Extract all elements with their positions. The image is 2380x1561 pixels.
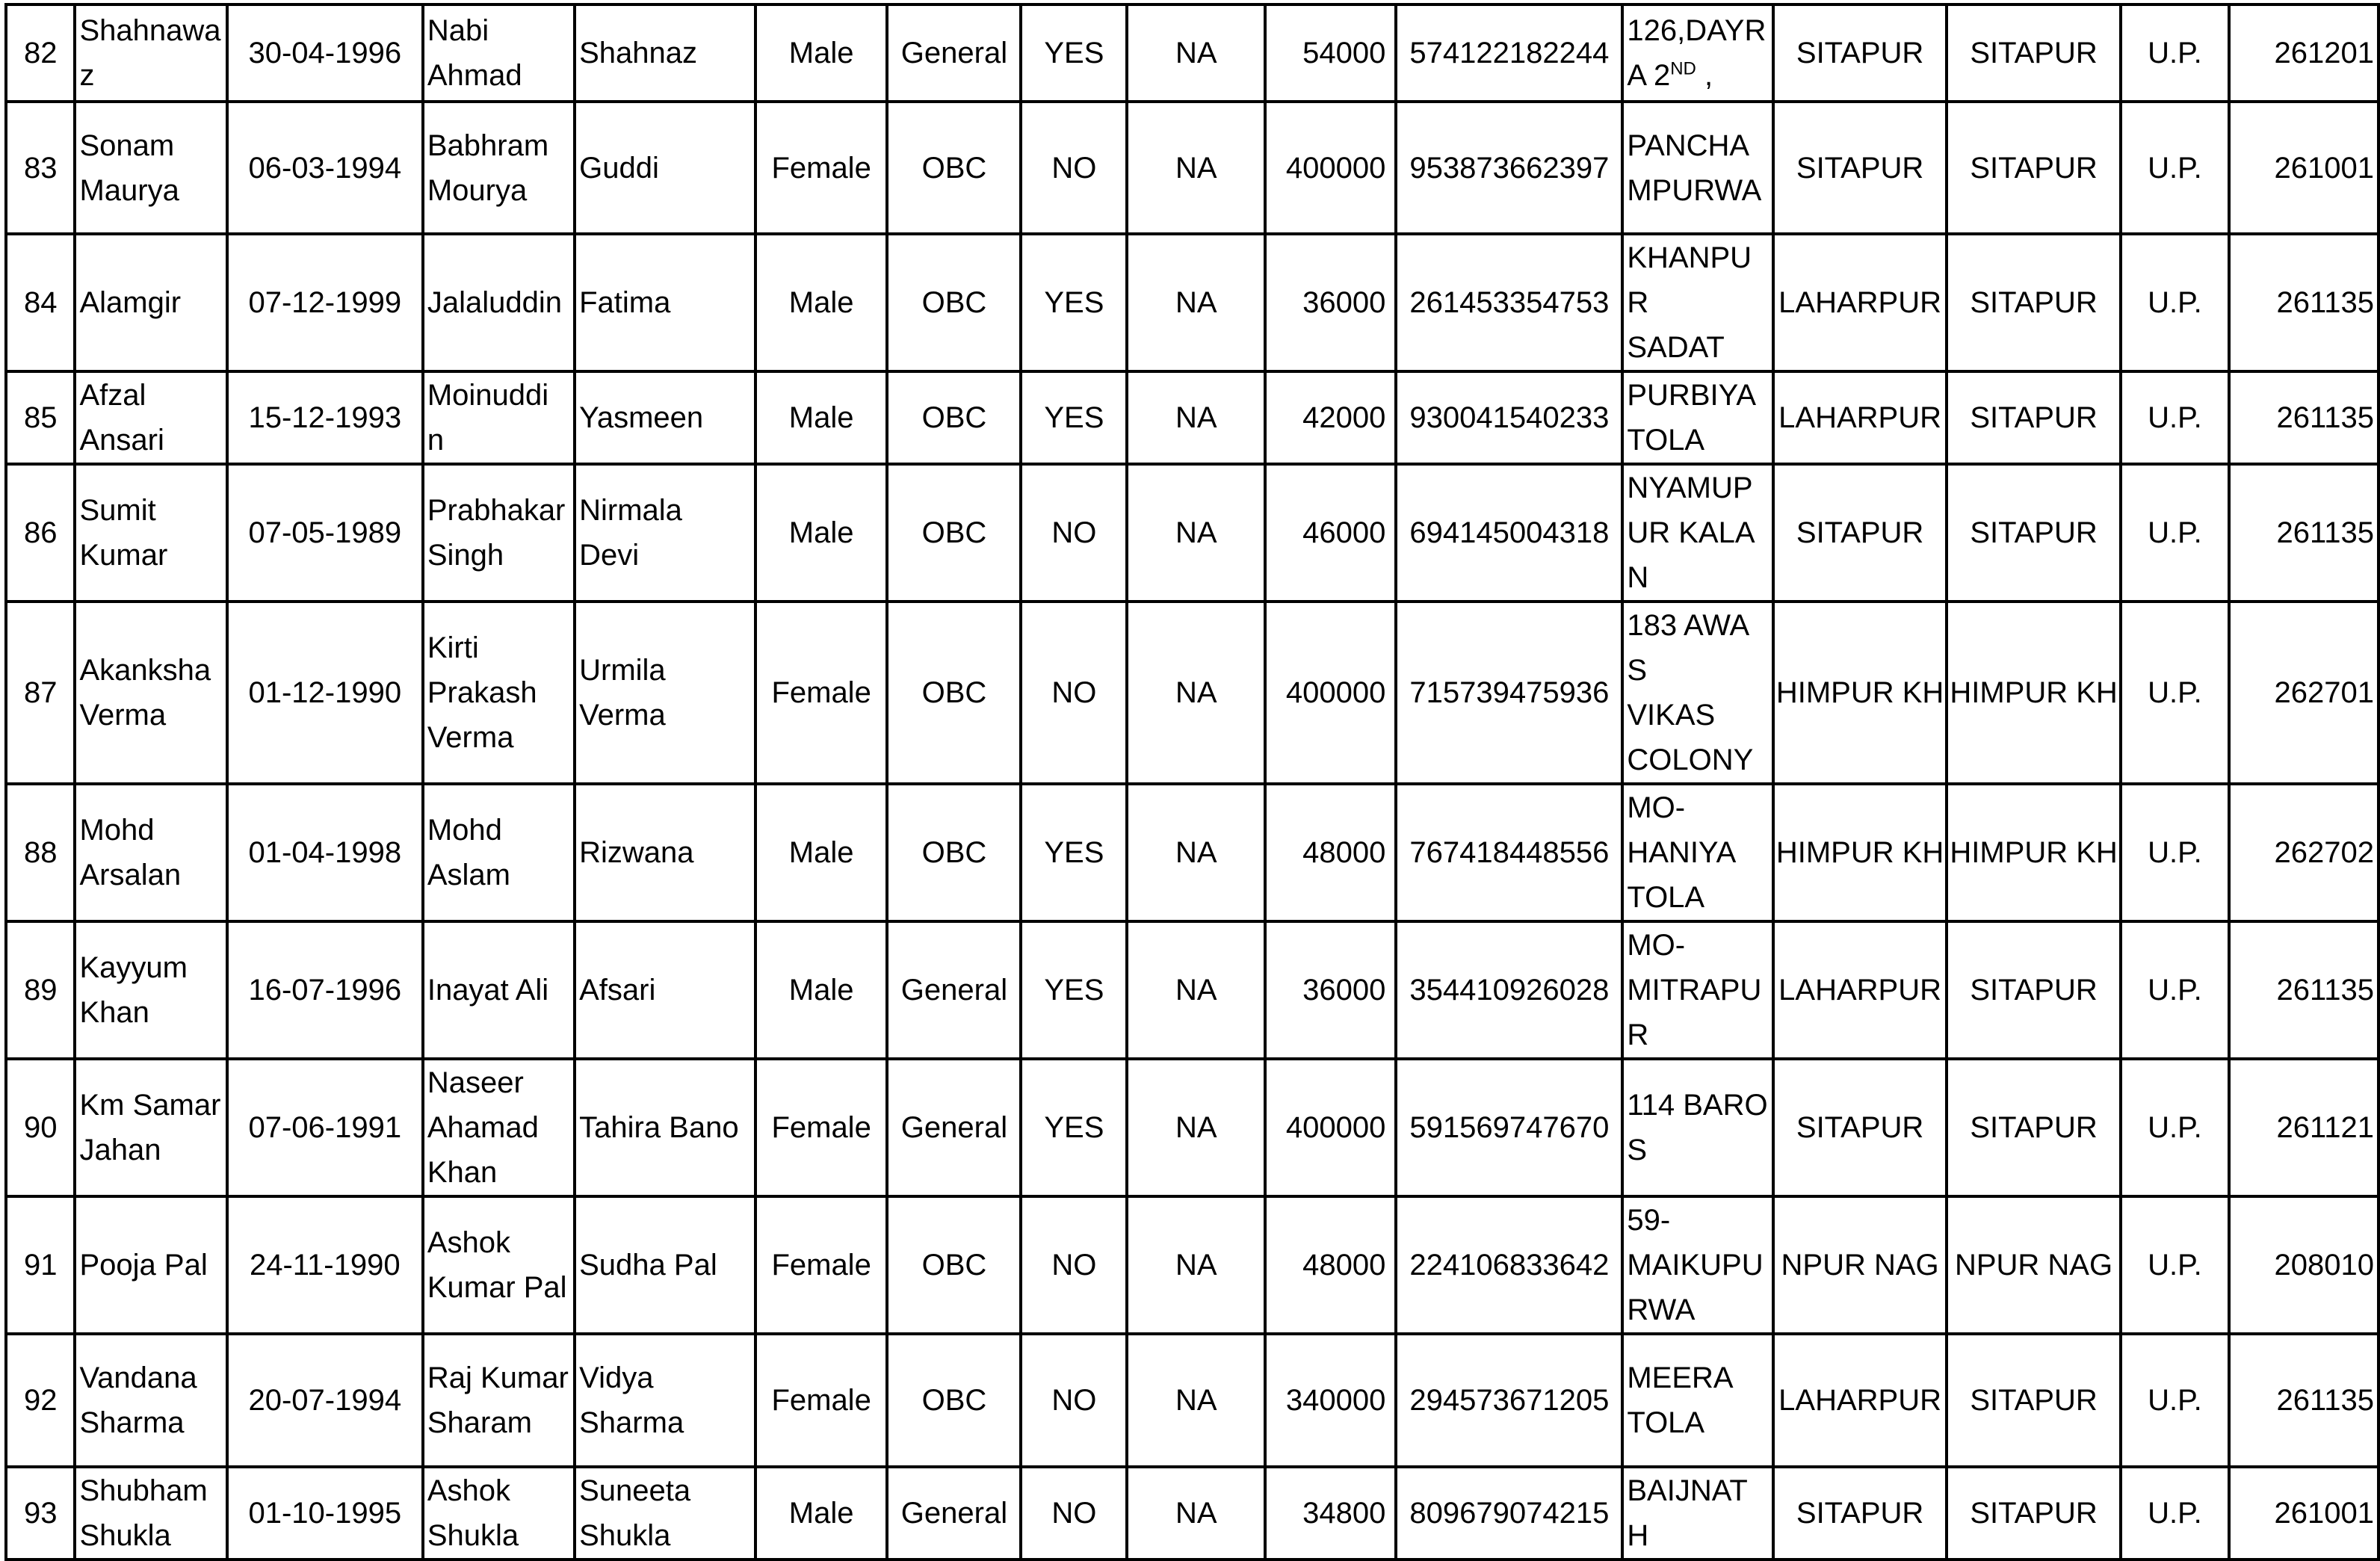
category-cell: OBC xyxy=(887,464,1021,602)
father-name-cell: Ashok Shukla xyxy=(423,1467,575,1560)
tehsil-cell: NPUR NAG xyxy=(1773,1196,1947,1334)
mother-name-cell: Sudha Pal xyxy=(575,1196,755,1334)
mother-name-cell: Afsari xyxy=(575,921,755,1059)
income-cell: 36000 xyxy=(1265,921,1396,1059)
district-cell: SITAPUR xyxy=(1947,1059,2120,1196)
state-cell: U.P. xyxy=(2121,1334,2229,1467)
disability-cell: NA xyxy=(1127,102,1265,234)
dob-cell: 01-12-1990 xyxy=(227,602,423,784)
table-row xyxy=(6,1467,2379,1560)
disability-cell: NA xyxy=(1127,4,1265,102)
aadhaar-cell: 715739475936 xyxy=(1396,602,1622,784)
address-cell: 183 AWAS VIKAS COLONY xyxy=(1622,602,1773,784)
serial-number-cell: 83 xyxy=(6,102,75,234)
dob-cell: 15-12-1993 xyxy=(227,371,423,464)
category-cell: OBC xyxy=(887,234,1021,371)
table-row xyxy=(6,1059,2379,1196)
gender-cell: Male xyxy=(755,1467,888,1560)
mother-name-cell: Suneeta Shukla xyxy=(575,1467,755,1560)
table-row xyxy=(6,371,2379,464)
district-cell: SITAPUR xyxy=(1947,234,2120,371)
table-row xyxy=(6,784,2379,921)
dob-cell: 06-03-1994 xyxy=(227,102,423,234)
table-row xyxy=(6,921,2379,1059)
income-cell: 42000 xyxy=(1265,371,1396,464)
category-cell: General xyxy=(887,1467,1021,1560)
serial-number-cell: 89 xyxy=(6,921,75,1059)
dob-cell: 07-05-1989 xyxy=(227,464,423,602)
serial-number-cell: 93 xyxy=(6,1467,75,1560)
income-cell: 400000 xyxy=(1265,102,1396,234)
district-cell: HIMPUR KH xyxy=(1947,784,2120,921)
tehsil-cell: LAHARPUR xyxy=(1773,1334,1947,1467)
name-cell: Vandana Sharma xyxy=(75,1334,226,1467)
address-cell: PURBIYA TOLA xyxy=(1622,371,1773,464)
gender-cell: Male xyxy=(755,921,888,1059)
income-cell: 34800 xyxy=(1265,1467,1396,1560)
pin-cell: 261001 xyxy=(2229,1467,2379,1560)
pin-cell: 261135 xyxy=(2229,921,2379,1059)
mother-name-cell: Vidya Sharma xyxy=(575,1334,755,1467)
state-cell: U.P. xyxy=(2121,921,2229,1059)
name-cell: Kayyum Khan xyxy=(75,921,226,1059)
gender-cell: Female xyxy=(755,102,888,234)
name-cell: Mohd Arsalan xyxy=(75,784,226,921)
name-cell: Akanksha Verma xyxy=(75,602,226,784)
gender-cell: Male xyxy=(755,234,888,371)
gender-cell: Female xyxy=(755,602,888,784)
disability-cell: NA xyxy=(1127,784,1265,921)
income-cell: 48000 xyxy=(1265,784,1396,921)
gender-cell: Female xyxy=(755,1059,888,1196)
pin-cell: 262701 xyxy=(2229,602,2379,784)
mother-name-cell: Rizwana xyxy=(575,784,755,921)
address-cell: BAIJNATH xyxy=(1622,1467,1773,1560)
minority-cell: YES xyxy=(1021,921,1127,1059)
name-cell: Sonam Maurya xyxy=(75,102,226,234)
name-cell: Shubham Shukla xyxy=(75,1467,226,1560)
district-cell: SITAPUR xyxy=(1947,371,2120,464)
table-row xyxy=(6,234,2379,371)
district-cell: SITAPUR xyxy=(1947,4,2120,102)
gender-cell: Male xyxy=(755,464,888,602)
district-cell: NPUR NAG xyxy=(1947,1196,2120,1334)
mother-name-cell: Yasmeen xyxy=(575,371,755,464)
tehsil-cell: SITAPUR xyxy=(1773,464,1947,602)
income-cell: 36000 xyxy=(1265,234,1396,371)
income-cell: 400000 xyxy=(1265,602,1396,784)
minority-cell: YES xyxy=(1021,4,1127,102)
state-cell: U.P. xyxy=(2121,1467,2229,1560)
district-cell: HIMPUR KH xyxy=(1947,602,2120,784)
minority-cell: NO xyxy=(1021,102,1127,234)
category-cell: General xyxy=(887,4,1021,102)
father-name-cell: Moinuddi n xyxy=(423,371,575,464)
state-cell: U.P. xyxy=(2121,1059,2229,1196)
minority-cell: NO xyxy=(1021,602,1127,784)
tehsil-cell: LAHARPUR xyxy=(1773,371,1947,464)
disability-cell: NA xyxy=(1127,371,1265,464)
address-cell: MO- HANIYA TOLA xyxy=(1622,784,1773,921)
category-cell: OBC xyxy=(887,371,1021,464)
father-name-cell: Inayat Ali xyxy=(423,921,575,1059)
minority-cell: NO xyxy=(1021,464,1127,602)
pin-cell: 261121 xyxy=(2229,1059,2379,1196)
name-cell: Pooja Pal xyxy=(75,1196,226,1334)
disability-cell: NA xyxy=(1127,1059,1265,1196)
district-cell: SITAPUR xyxy=(1947,102,2120,234)
address-cell: MO- MITRAPU R xyxy=(1622,921,1773,1059)
father-name-cell: Naseer Ahamad Khan xyxy=(423,1059,575,1196)
name-cell: Afzal Ansari xyxy=(75,371,226,464)
gender-cell: Female xyxy=(755,1334,888,1467)
state-cell: U.P. xyxy=(2121,4,2229,102)
name-cell: Sumit Kumar xyxy=(75,464,226,602)
mother-name-cell: Fatima xyxy=(575,234,755,371)
category-cell: General xyxy=(887,921,1021,1059)
address-cell: 126,DAYR A 2ND , xyxy=(1622,4,1773,102)
tehsil-cell: LAHARPUR xyxy=(1773,921,1947,1059)
dob-cell: 01-10-1995 xyxy=(227,1467,423,1560)
minority-cell: YES xyxy=(1021,784,1127,921)
aadhaar-cell: 809679074215 xyxy=(1396,1467,1622,1560)
address-cell: 114 BAROS xyxy=(1622,1059,1773,1196)
serial-number-cell: 90 xyxy=(6,1059,75,1196)
tehsil-cell: SITAPUR xyxy=(1773,1467,1947,1560)
gender-cell: Male xyxy=(755,371,888,464)
tehsil-cell: SITAPUR xyxy=(1773,1059,1947,1196)
pin-cell: 261135 xyxy=(2229,1334,2379,1467)
disability-cell: NA xyxy=(1127,464,1265,602)
pin-cell: 261201 xyxy=(2229,4,2379,102)
aadhaar-cell: 224106833642 xyxy=(1396,1196,1622,1334)
name-cell: Shahnawa z xyxy=(75,4,226,102)
serial-number-cell: 82 xyxy=(6,4,75,102)
aadhaar-cell: 767418448556 xyxy=(1396,784,1622,921)
gender-cell: Male xyxy=(755,784,888,921)
address-cell: NYAMUP UR KALAN xyxy=(1622,464,1773,602)
income-cell: 340000 xyxy=(1265,1334,1396,1467)
records-table xyxy=(4,3,2380,1561)
dob-cell: 20-07-1994 xyxy=(227,1334,423,1467)
aadhaar-cell: 953873662397 xyxy=(1396,102,1622,234)
serial-number-cell: 87 xyxy=(6,602,75,784)
category-cell: General xyxy=(887,1059,1021,1196)
table-row xyxy=(6,102,2379,234)
pin-cell: 261001 xyxy=(2229,102,2379,234)
aadhaar-cell: 261453354753 xyxy=(1396,234,1622,371)
gender-cell: Female xyxy=(755,1196,888,1334)
income-cell: 46000 xyxy=(1265,464,1396,602)
serial-number-cell: 85 xyxy=(6,371,75,464)
minority-cell: NO xyxy=(1021,1467,1127,1560)
minority-cell: YES xyxy=(1021,234,1127,371)
father-name-cell: Prabhakar Singh xyxy=(423,464,575,602)
tehsil-cell: LAHARPUR xyxy=(1773,234,1947,371)
father-name-cell: Nabi Ahmad xyxy=(423,4,575,102)
address-superscript: ND xyxy=(1670,58,1696,79)
mother-name-cell: Urmila Verma xyxy=(575,602,755,784)
state-cell: U.P. xyxy=(2121,784,2229,921)
aadhaar-cell: 930041540233 xyxy=(1396,371,1622,464)
dob-cell: 30-04-1996 xyxy=(227,4,423,102)
address-cell: PANCHA MPURWA xyxy=(1622,102,1773,234)
minority-cell: YES xyxy=(1021,1059,1127,1196)
serial-number-cell: 88 xyxy=(6,784,75,921)
aadhaar-cell: 294573671205 xyxy=(1396,1334,1622,1467)
address-cell: MEERA TOLA xyxy=(1622,1334,1773,1467)
category-cell: OBC xyxy=(887,102,1021,234)
table-row xyxy=(6,1334,2379,1467)
father-name-cell: Raj Kumar Sharam xyxy=(423,1334,575,1467)
table-row xyxy=(6,1196,2379,1334)
minority-cell: NO xyxy=(1021,1334,1127,1467)
category-cell: OBC xyxy=(887,1196,1021,1334)
father-name-cell: Kirti Prakash Verma xyxy=(423,602,575,784)
aadhaar-cell: 591569747670 xyxy=(1396,1059,1622,1196)
disability-cell: NA xyxy=(1127,602,1265,784)
disability-cell: NA xyxy=(1127,234,1265,371)
address-cell: 59- MAIKUPU RWA xyxy=(1622,1196,1773,1334)
serial-number-cell: 86 xyxy=(6,464,75,602)
serial-number-cell: 92 xyxy=(6,1334,75,1467)
state-cell: U.P. xyxy=(2121,602,2229,784)
disability-cell: NA xyxy=(1127,1334,1265,1467)
income-cell: 400000 xyxy=(1265,1059,1396,1196)
pin-cell: 208010 xyxy=(2229,1196,2379,1334)
address-cell: KHANPUR SADAT xyxy=(1622,234,1773,371)
aadhaar-cell: 574122182244 xyxy=(1396,4,1622,102)
dob-cell: 24-11-1990 xyxy=(227,1196,423,1334)
mother-name-cell: Guddi xyxy=(575,102,755,234)
address-tail: , xyxy=(1696,59,1713,92)
district-cell: SITAPUR xyxy=(1947,1334,2120,1467)
category-cell: OBC xyxy=(887,784,1021,921)
pin-cell: 261135 xyxy=(2229,371,2379,464)
category-cell: OBC xyxy=(887,602,1021,784)
aadhaar-cell: 694145004318 xyxy=(1396,464,1622,602)
mother-name-cell: Shahnaz xyxy=(575,4,755,102)
disability-cell: NA xyxy=(1127,1196,1265,1334)
table-row xyxy=(6,464,2379,602)
serial-number-cell: 84 xyxy=(6,234,75,371)
mother-name-cell: Tahira Bano xyxy=(575,1059,755,1196)
name-cell: Km Samar Jahan xyxy=(75,1059,226,1196)
dob-cell: 07-06-1991 xyxy=(227,1059,423,1196)
dob-cell: 01-04-1998 xyxy=(227,784,423,921)
state-cell: U.P. xyxy=(2121,371,2229,464)
name-cell: Alamgir xyxy=(75,234,226,371)
tehsil-cell: HIMPUR KH xyxy=(1773,784,1947,921)
father-name-cell: Jalaluddin xyxy=(423,234,575,371)
father-name-cell: Babhram Mourya xyxy=(423,102,575,234)
category-cell: OBC xyxy=(887,1334,1021,1467)
income-cell: 48000 xyxy=(1265,1196,1396,1334)
district-cell: SITAPUR xyxy=(1947,1467,2120,1560)
mother-name-cell: Nirmala Devi xyxy=(575,464,755,602)
income-cell: 54000 xyxy=(1265,4,1396,102)
table-row xyxy=(6,602,2379,784)
tehsil-cell: SITAPUR xyxy=(1773,4,1947,102)
father-name-cell: Mohd Aslam xyxy=(423,784,575,921)
district-cell: SITAPUR xyxy=(1947,921,2120,1059)
serial-number-cell: 91 xyxy=(6,1196,75,1334)
pin-cell: 261135 xyxy=(2229,464,2379,602)
tehsil-cell: SITAPUR xyxy=(1773,102,1947,234)
state-cell: U.P. xyxy=(2121,1196,2229,1334)
minority-cell: NO xyxy=(1021,1196,1127,1334)
disability-cell: NA xyxy=(1127,1467,1265,1560)
state-cell: U.P. xyxy=(2121,464,2229,602)
father-name-cell: Ashok Kumar Pal xyxy=(423,1196,575,1334)
disability-cell: NA xyxy=(1127,921,1265,1059)
tehsil-cell: HIMPUR KH xyxy=(1773,602,1947,784)
state-cell: U.P. xyxy=(2121,234,2229,371)
dob-cell: 16-07-1996 xyxy=(227,921,423,1059)
minority-cell: YES xyxy=(1021,371,1127,464)
pin-cell: 262702 xyxy=(2229,784,2379,921)
gender-cell: Male xyxy=(755,4,888,102)
pin-cell: 261135 xyxy=(2229,234,2379,371)
dob-cell: 07-12-1999 xyxy=(227,234,423,371)
table-row xyxy=(6,4,2379,102)
state-cell: U.P. xyxy=(2121,102,2229,234)
district-cell: SITAPUR xyxy=(1947,464,2120,602)
aadhaar-cell: 354410926028 xyxy=(1396,921,1622,1059)
